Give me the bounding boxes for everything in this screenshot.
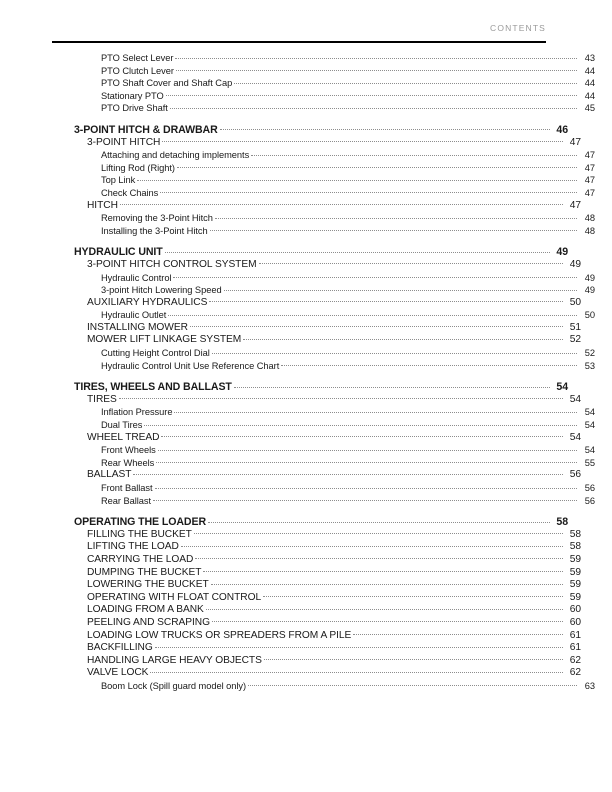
toc-entry[interactable]	[52, 667, 581, 680]
toc-entry-title: Hydraulic Outlet	[101, 310, 167, 321]
toc-entry-page-number: 54	[556, 381, 568, 394]
toc-dot-leader	[120, 203, 563, 205]
toc-entry[interactable]	[52, 52, 595, 65]
toc-dot-leader	[215, 217, 577, 219]
toc-entry[interactable]	[52, 394, 581, 407]
toc-entry[interactable]	[52, 630, 581, 643]
toc-dot-leader	[195, 557, 563, 559]
toc-entry-title: Rear Wheels	[101, 457, 155, 468]
toc-entry-title: Rear Ballast	[101, 495, 152, 506]
toc-entry[interactable]	[52, 347, 595, 360]
toc-entry-title: Boom Lock (Spill guard model only)	[101, 680, 247, 691]
toc-entry-title: OPERATING THE LOADER	[74, 516, 206, 529]
toc-dot-leader	[174, 411, 577, 413]
toc-dot-leader	[194, 532, 563, 534]
toc-entry[interactable]	[52, 162, 595, 175]
toc-entry[interactable]	[52, 309, 595, 322]
toc-entry[interactable]	[52, 432, 581, 445]
toc-entry-title: LOWERING THE BUCKET	[87, 579, 209, 591]
toc-entry[interactable]	[52, 272, 595, 285]
toc-dot-leader	[224, 289, 577, 291]
toc-dot-leader	[181, 545, 563, 547]
toc-entry[interactable]	[52, 334, 581, 347]
toc-entry[interactable]	[52, 90, 595, 103]
toc-entry-page-number: 47	[584, 150, 595, 161]
toc-entry[interactable]	[52, 284, 595, 297]
toc-dot-leader	[150, 671, 563, 673]
toc-entry[interactable]	[52, 457, 595, 470]
toc-entry[interactable]	[52, 212, 595, 225]
toc-dot-leader	[162, 140, 563, 142]
toc-dot-leader	[248, 684, 577, 686]
toc-entry-title: 3-POINT HITCH	[87, 136, 161, 148]
toc-dot-leader	[234, 386, 550, 388]
toc-entry[interactable]	[52, 567, 581, 580]
toc-group-three-point-hitch-and-drawbar	[52, 123, 595, 237]
toc-dot-leader	[251, 154, 577, 156]
toc-entry-page-number: 54	[569, 431, 581, 443]
toc-entry-page-number: 56	[569, 469, 581, 481]
toc-entry[interactable]	[52, 297, 581, 310]
toc-group-tires-wheels-and-ballast	[52, 381, 595, 507]
toc-dot-leader	[155, 646, 563, 648]
toc-entry[interactable]	[52, 360, 595, 373]
toc-entry-title: Top Link	[101, 175, 136, 186]
toc-entry-page-number: 44	[584, 78, 595, 89]
toc-entry-title: Cutting Height Control Dial	[101, 348, 210, 359]
toc-entry-page-number: 47	[569, 136, 581, 148]
toc-entry[interactable]	[52, 137, 581, 150]
toc-dot-leader	[210, 229, 577, 231]
toc-entry[interactable]	[52, 246, 568, 259]
toc-entry[interactable]	[52, 592, 581, 605]
toc-entry[interactable]	[52, 516, 568, 529]
toc-entry-page-number: 61	[569, 642, 581, 654]
toc-entry-title: Front Wheels	[101, 445, 156, 456]
toc-entry-title: Hydraulic Control Unit Use Reference Chart	[101, 360, 280, 371]
toc-entry-title: PTO Select Lever	[101, 53, 174, 63]
toc-dot-leader	[119, 397, 563, 399]
toc-entry-page-number: 63	[584, 680, 595, 691]
running-header-title: CONTENTS	[490, 23, 546, 33]
toc-entry[interactable]	[52, 322, 581, 335]
toc-entry-page-number: 45	[584, 103, 595, 114]
toc-entry-title: TIRES	[87, 393, 117, 405]
toc-entry-title: PEELING AND SCRAPING	[87, 616, 210, 628]
toc-dot-leader	[206, 608, 563, 610]
toc-entry[interactable]	[52, 187, 595, 200]
toc-entry[interactable]	[52, 406, 595, 419]
toc-dot-leader	[211, 583, 563, 585]
toc-dot-leader	[165, 251, 550, 253]
toc-entry-title: HITCH	[87, 199, 118, 211]
toc-entry-page-number: 44	[584, 65, 595, 76]
toc-entry-title: Hydraulic Control	[101, 272, 172, 283]
header-divider-rule	[52, 41, 546, 43]
toc-entry-title: VALVE LOCK	[87, 667, 149, 679]
toc-entry-title: FILLING THE BUCKET	[87, 528, 192, 540]
toc-entry-title: 3-point Hitch Lowering Speed	[101, 285, 222, 296]
toc-dot-leader	[155, 487, 577, 489]
toc-dot-leader	[166, 94, 577, 96]
toc-entry[interactable]	[52, 541, 581, 554]
toc-entry[interactable]	[52, 419, 595, 432]
toc-entry-title: Stationary PTO	[101, 90, 164, 101]
toc-entry-page-number: 58	[569, 541, 581, 553]
toc-entry-page-number: 47	[569, 199, 581, 211]
toc-entry-title: Attaching and detaching implements	[101, 150, 250, 161]
toc-entry-title: LOADING LOW TRUCKS OR SPREADERS FROM A PILE	[87, 629, 352, 641]
toc-entry-title: Installing the 3-Point Hitch	[101, 225, 208, 236]
toc-entry[interactable]	[52, 444, 595, 457]
toc-entry[interactable]	[52, 482, 595, 495]
toc-entry-page-number: 46	[556, 123, 568, 136]
toc-entry[interactable]	[52, 655, 581, 668]
toc-entry[interactable]	[52, 642, 581, 655]
table-of-contents	[52, 52, 595, 693]
toc-entry-page-number: 56	[584, 495, 595, 506]
toc-entry-page-number: 59	[569, 566, 581, 578]
toc-entry-title: Removing the 3-Point Hitch	[101, 213, 213, 224]
toc-dot-leader	[234, 82, 577, 84]
toc-entry-title: Inflation Pressure	[101, 407, 173, 418]
toc-entry[interactable]	[52, 554, 581, 567]
toc-entry-page-number: 59	[569, 591, 581, 603]
toc-dot-leader	[263, 595, 563, 597]
toc-entry-page-number: 59	[569, 579, 581, 591]
toc-entry-title: HYDRAULIC UNIT	[74, 246, 163, 259]
toc-dot-leader	[144, 424, 577, 426]
toc-entry[interactable]	[52, 381, 568, 394]
toc-entry-page-number: 58	[556, 516, 568, 529]
toc-entry[interactable]	[52, 579, 581, 592]
toc-dot-leader	[133, 473, 563, 475]
toc-entry[interactable]	[52, 529, 581, 542]
toc-entry[interactable]	[52, 680, 595, 693]
toc-dot-leader	[161, 435, 563, 437]
toc-entry-page-number: 50	[584, 310, 595, 321]
toc-entry-title: Lifting Rod (Right)	[101, 162, 175, 173]
toc-entry[interactable]	[52, 174, 595, 187]
toc-entry-title: BALLAST	[87, 469, 132, 481]
toc-group-pto-continued	[52, 52, 595, 115]
toc-dot-leader	[190, 325, 563, 327]
toc-dot-leader	[175, 57, 577, 59]
toc-dot-leader	[220, 128, 550, 130]
toc-dot-leader	[160, 191, 577, 193]
toc-entry-page-number: 61	[569, 629, 581, 641]
toc-entry-page-number: 48	[584, 225, 595, 236]
toc-entry-title: DUMPING THE BUCKET	[87, 566, 202, 578]
toc-dot-leader	[168, 314, 577, 316]
toc-entry[interactable]	[52, 469, 581, 482]
toc-entry[interactable]	[52, 102, 595, 115]
toc-entry-title: HANDLING LARGE HEAVY OBJECTS	[87, 654, 262, 666]
toc-entry-title: INSTALLING MOWER	[87, 321, 188, 333]
toc-entry-title: Check Chains	[101, 187, 159, 198]
toc-dot-leader	[209, 300, 563, 302]
toc-entry[interactable]	[52, 124, 568, 137]
toc-entry-page-number: 48	[584, 213, 595, 224]
toc-entry-page-number: 49	[584, 272, 595, 283]
toc-dot-leader	[243, 338, 563, 340]
toc-dot-leader	[212, 620, 563, 622]
toc-entry[interactable]	[52, 200, 581, 213]
toc-entry-title: CARRYING THE LOAD	[87, 553, 194, 565]
toc-entry-page-number: 47	[584, 175, 595, 186]
toc-group-operating-the-loader	[52, 516, 595, 692]
toc-dot-leader	[158, 449, 577, 451]
toc-entry-title: LIFTING THE LOAD	[87, 541, 179, 553]
toc-entry-page-number: 55	[584, 457, 595, 468]
toc-entry-title: PTO Clutch Lever	[101, 65, 174, 76]
toc-dot-leader	[353, 633, 563, 635]
toc-entry-title: 3-POINT HITCH & DRAWBAR	[74, 123, 218, 136]
toc-entry-page-number: 54	[569, 393, 581, 405]
toc-entry-title: Dual Tires	[101, 420, 143, 431]
toc-entry-page-number: 43	[584, 53, 595, 63]
toc-entry-page-number: 56	[584, 483, 595, 493]
toc-entry-page-number: 54	[584, 407, 595, 418]
toc-dot-leader	[264, 658, 563, 660]
toc-entry-title: TIRES, WHEELS AND BALLAST	[74, 381, 232, 394]
toc-entry-page-number: 62	[569, 667, 581, 679]
toc-dot-leader	[176, 69, 577, 71]
toc-entry[interactable]	[52, 259, 581, 272]
toc-entry[interactable]	[52, 225, 595, 238]
toc-entry-page-number: 54	[584, 420, 595, 431]
toc-dot-leader	[281, 364, 577, 366]
toc-dot-leader	[259, 262, 563, 264]
toc-entry-page-number: 59	[569, 553, 581, 565]
toc-dot-leader	[170, 107, 577, 109]
toc-entry-title: PTO Drive Shaft	[101, 103, 168, 114]
toc-entry-page-number: 49	[584, 285, 595, 296]
toc-dot-leader	[203, 570, 563, 572]
toc-entry-title: Front Ballast	[101, 483, 153, 493]
toc-entry-title: OPERATING WITH FLOAT CONTROL	[87, 591, 262, 603]
toc-entry-page-number: 58	[569, 528, 581, 540]
toc-entry-page-number: 49	[556, 246, 568, 259]
toc-entry[interactable]	[52, 149, 595, 162]
toc-entry-page-number: 52	[569, 334, 581, 346]
toc-entry-page-number: 51	[569, 321, 581, 333]
toc-dot-leader	[208, 521, 550, 523]
toc-entry-page-number: 54	[584, 445, 595, 456]
toc-entry-page-number: 49	[569, 258, 581, 270]
toc-dot-leader	[156, 461, 577, 463]
toc-entry-title: MOWER LIFT LINKAGE SYSTEM	[87, 334, 242, 346]
toc-entry-title: 3-POINT HITCH CONTROL SYSTEM	[87, 258, 257, 270]
toc-entry-title: LOADING FROM A BANK	[87, 604, 204, 616]
toc-entry-page-number: 60	[569, 604, 581, 616]
toc-entry-page-number: 62	[569, 654, 581, 666]
toc-entry[interactable]	[52, 77, 595, 90]
running-header	[52, 18, 546, 36]
toc-entry[interactable]	[52, 617, 581, 630]
toc-dot-leader	[177, 166, 577, 168]
toc-entry-title: BACKFILLING	[87, 642, 153, 654]
toc-entry-page-number: 50	[569, 296, 581, 308]
toc-dot-leader	[153, 499, 577, 501]
toc-entry-page-number: 53	[584, 360, 595, 371]
toc-entry-title: AUXILIARY HYDRAULICS	[87, 296, 208, 308]
toc-entry-page-number: 44	[584, 90, 595, 101]
toc-entry-page-number: 60	[569, 616, 581, 628]
toc-dot-leader	[212, 352, 577, 354]
toc-entry[interactable]	[52, 604, 581, 617]
toc-entry-title: WHEEL TREAD	[87, 431, 160, 443]
toc-entry-title: PTO Shaft Cover and Shaft Cap	[101, 78, 233, 89]
toc-dot-leader	[173, 276, 577, 278]
toc-dot-leader	[137, 179, 577, 181]
toc-entry[interactable]	[52, 495, 595, 508]
toc-entry-page-number: 52	[584, 348, 595, 359]
toc-group-hydraulic-unit	[52, 246, 595, 372]
toc-entry[interactable]	[52, 65, 595, 78]
toc-entry-page-number: 47	[584, 187, 595, 198]
toc-entry-page-number: 47	[584, 162, 595, 173]
